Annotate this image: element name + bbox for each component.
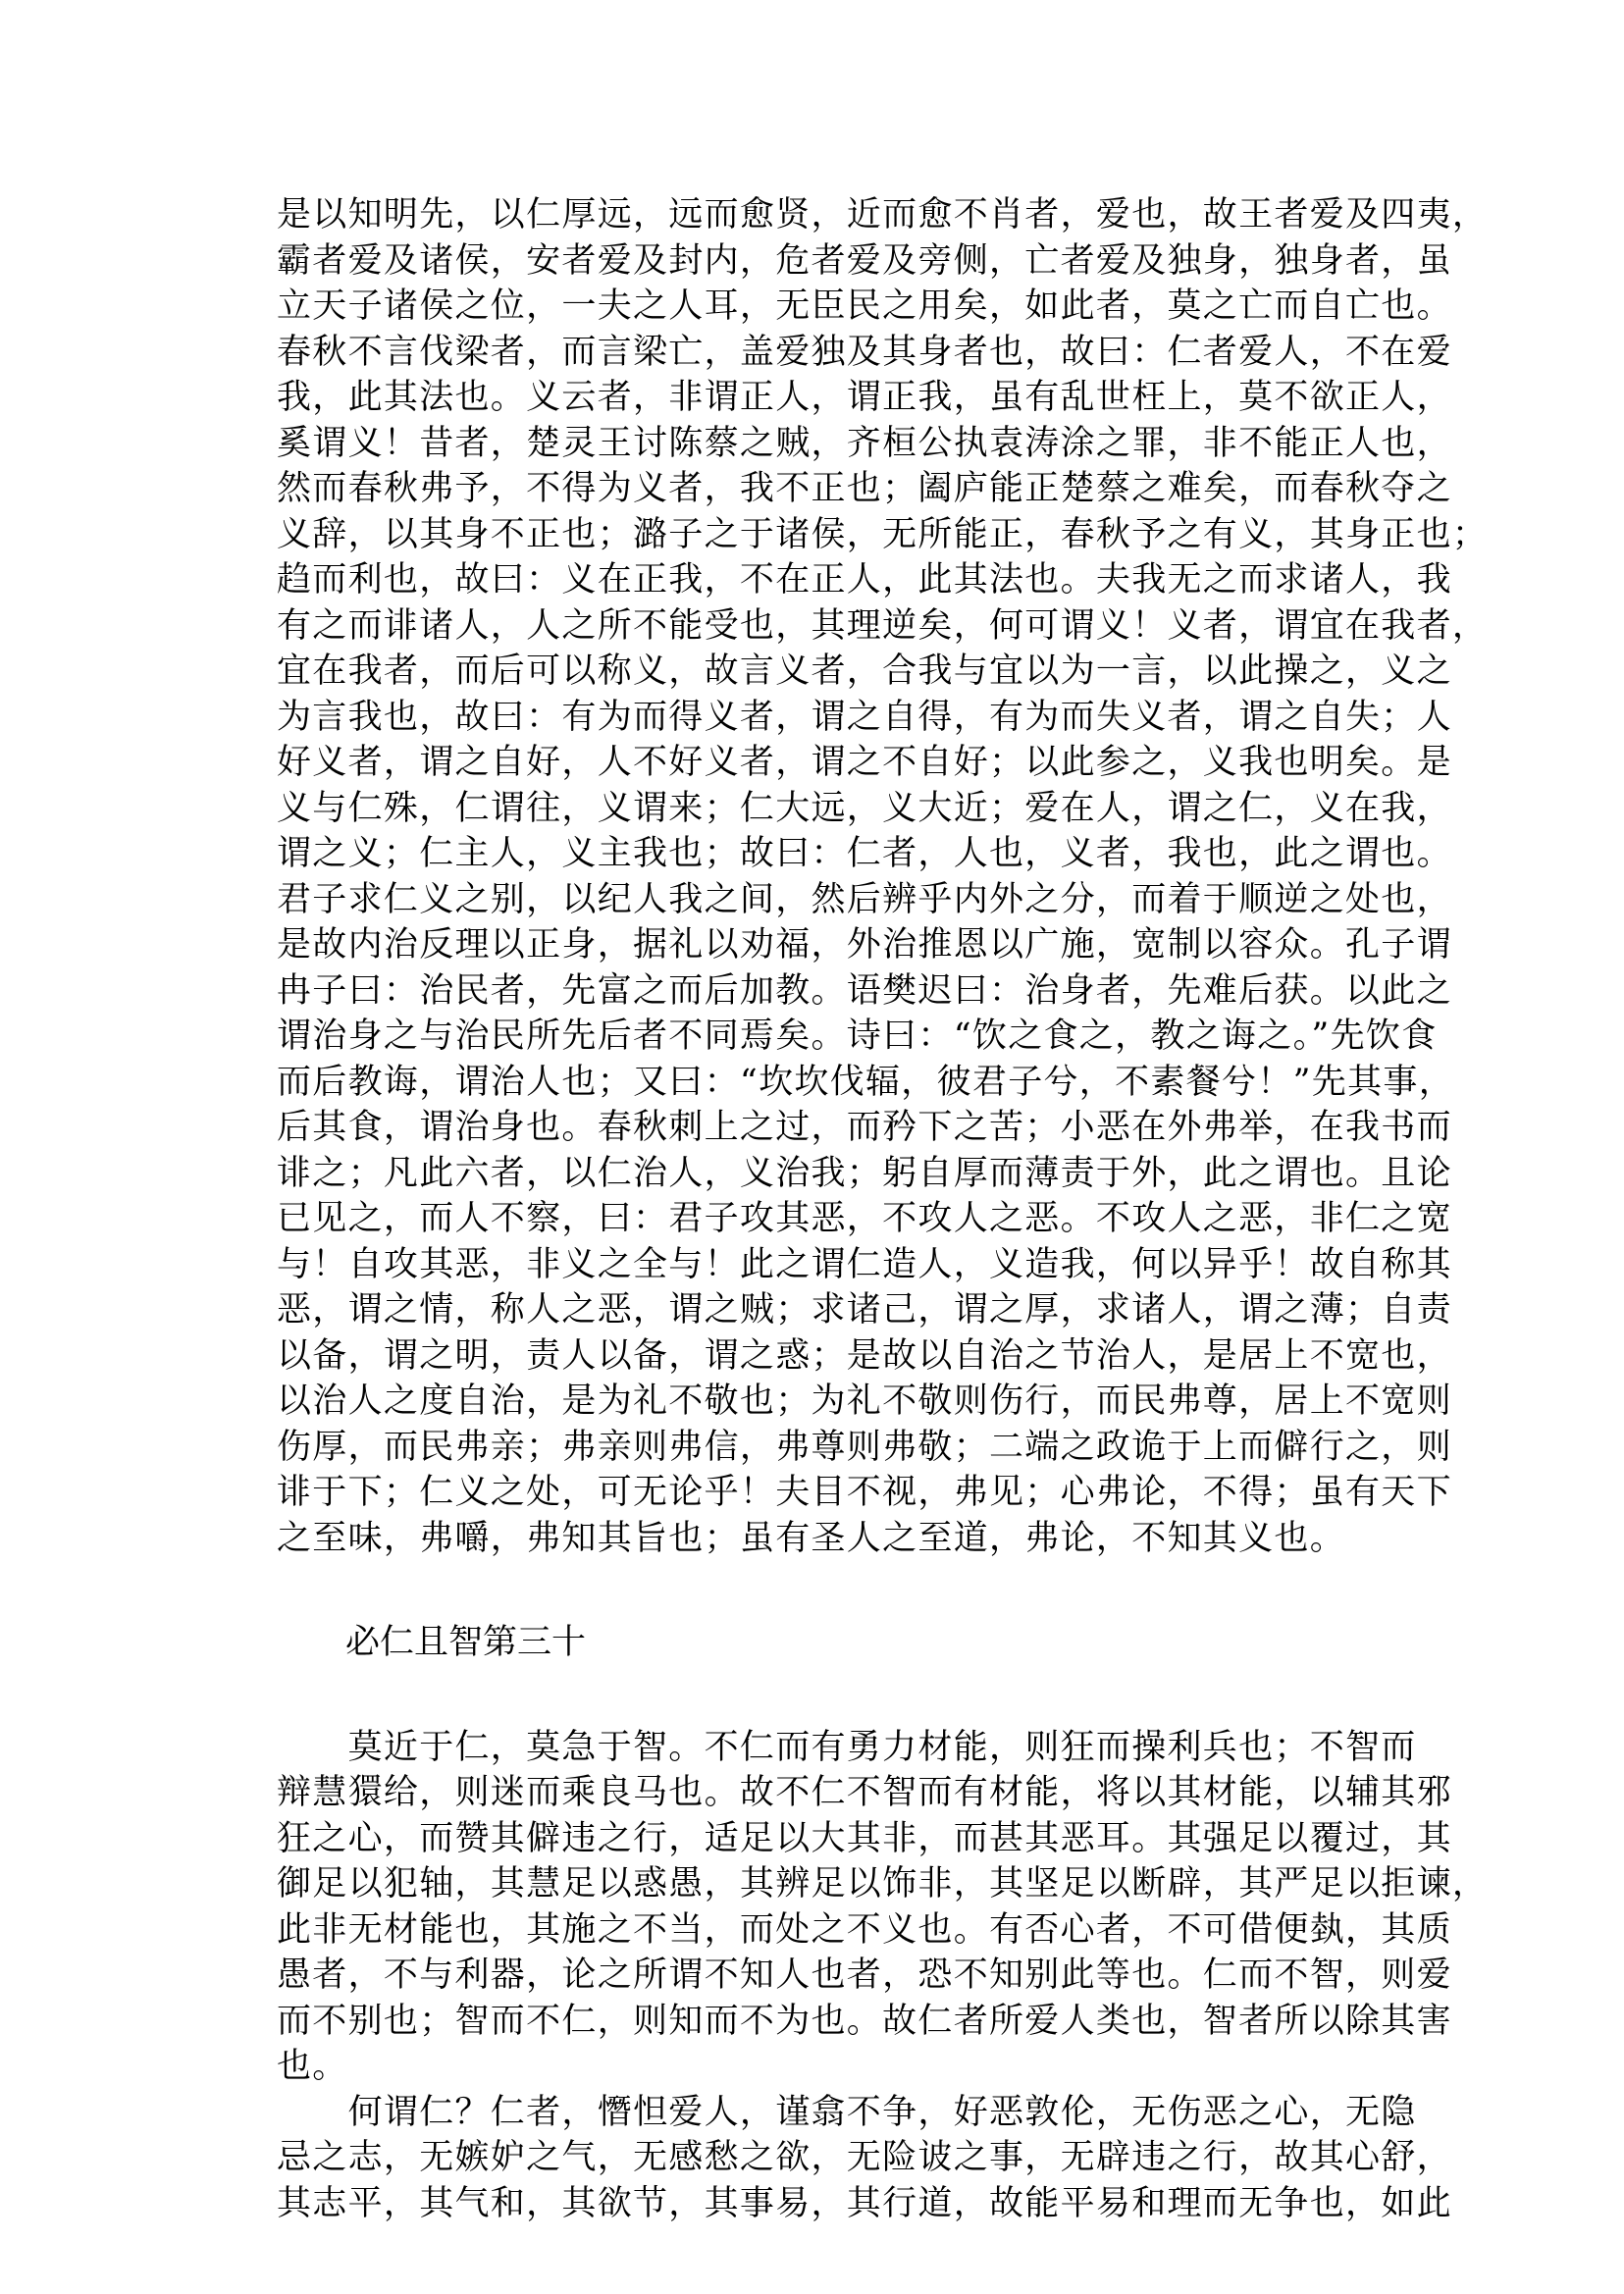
text-line: 狂之心，而赞其僻违之行，适足以大其非，而甚其恶耳。其强足以覆过，其	[277, 1818, 1452, 1858]
text-line: 已见之，而人不察，曰：君子攻其恶，不攻人之恶。不攻人之恶，非仁之宽	[277, 1199, 1452, 1238]
text-line: 是故内治反理以正身，据礼以劝福，外治推恩以广施，宽制以容众。孔子谓	[277, 925, 1452, 965]
section-spacer	[277, 1561, 1348, 1620]
text-line: 伤厚，而民弗亲；弗亲则弗信，弗尊则弗敬；二端之政诡于上而僻行之，则	[277, 1427, 1452, 1467]
text-line: 莫近于仁，莫急于智。不仁而有勇力材能，则狂而操利兵也；不智而	[277, 1727, 1417, 1767]
section-spacer	[277, 1666, 1348, 1725]
text-line: 奚谓义！昔者，楚灵王讨陈蔡之贼，齐桓公执袁涛涂之罪，非不能正人也，	[277, 423, 1452, 463]
text-line: 忌之志，无嫉妒之气，无感愁之欲，无险诐之事，无辟违之行，故其心舒，	[277, 2138, 1452, 2177]
text-line: 此非无材能也，其施之不当，而处之不义也。有否心者，不可借便埶，其质	[277, 1909, 1452, 1950]
text-line: 诽于下；仁义之处，可无论乎！夫目不视，弗见；心弗论，不得；虽有天下	[277, 1473, 1452, 1512]
text-line: 趋而利也，故曰：义在正我，不在正人，此其法也。夫我无之而求诸人，我	[277, 560, 1452, 600]
text-line: 以备，谓之明，责人以备，谓之惑；是故以自治之节治人，是居上不宽也，	[277, 1335, 1452, 1376]
text-line: 为言我也，故曰：有为而得义者，谓之自得，有为而失义者，谓之自失；人	[277, 697, 1452, 737]
paragraph-1	[277, 192, 1489, 1561]
text-line: 霸者爱及诸侯，安者爱及封内，危者爱及旁侧，亡者爱及独身，独身者，虽	[277, 240, 1452, 281]
text-line: 谓之义；仁主人，义主我也；故曰：仁者，人也，义者，我也，此之谓也。	[277, 834, 1452, 873]
text-line: 春秋不言伐梁者，而言梁亡，盖爱独及其身者也，故曰：仁者爱人，不在爱	[277, 332, 1452, 372]
text-line: 是以知明先，以仁厚远，远而愈贤，近而愈不肖者，爱也，故王者爱及四夷，	[277, 195, 1489, 235]
text-line: 义辞，以其身不正也；潞子之于诸侯，无所能正，春秋予之有义，其身正也；	[277, 514, 1489, 554]
text-line: 也。	[277, 2047, 348, 2086]
text-line: 宜在我者，而后可以称义，故言义者，合我与宜以为一言，以此操之，义之	[277, 652, 1452, 691]
text-line: 之至味，弗嚼，弗知其旨也；虽有圣人之至道，弗论，不知其义也。	[277, 1518, 1346, 1558]
text-line: 有之而诽诸人，人之所不能受也，其理逆矣，何可谓义！义者，谓宜在我者，	[277, 605, 1489, 646]
document-page	[277, 192, 1489, 2226]
chapter-heading: 必仁且智第三十	[345, 1623, 587, 1662]
text-line: 我，此其法也。义云者，非谓正人，谓正我，虽有乱世枉上，莫不欲正人，	[277, 378, 1452, 417]
paragraph-3	[277, 2090, 1452, 2227]
text-line: 而不别也；智而不仁，则知而不为也。故仁者所爱人类也，智者所以除其害	[277, 2001, 1452, 2041]
text-line: 愚者，不与利器，论之所谓不知人也者，恐不知别此等也。仁而不智，则爱	[277, 1955, 1452, 1995]
text-line: 以治人之度自治，是为礼不敬也；为礼不敬则伤行，而民弗尊，居上不宽则	[277, 1382, 1452, 1421]
text-line: 而后教诲，谓治人也；又曰：“坎坎伐辐，彼君子兮，不素餐兮！”先其事，	[277, 1062, 1454, 1102]
text-line: 然而春秋弗予，不得为义者，我不正也；阖庐能正楚蔡之难矣，而春秋夺之	[277, 469, 1452, 508]
text-line: 义与仁殊，仁谓往，义谓来；仁大远，义大近；爱在人，谓之仁，义在我，	[277, 788, 1452, 828]
text-line: 诽之；凡此六者，以仁治人，义治我；躬自厚而薄责于外，此之谓也。且论	[277, 1153, 1452, 1193]
text-line: 好义者，谓之自好，人不好义者，谓之不自好；以此参之，义我也明矣。是	[277, 743, 1452, 782]
text-line: 何谓仁？仁者，憯怛爱人，谨翕不争，好恶敦伦，无伤恶之心，无隐	[277, 2092, 1417, 2132]
text-line: 辩慧獧给，则迷而乘良马也。故不仁不智而有材能，将以其材能，以辅其邪	[277, 1773, 1452, 1812]
text-line: 冉子曰：治民者，先富之而后加教。语樊迟曰：治身者，先难后获。以此之	[277, 970, 1452, 1011]
paragraph-2	[277, 1725, 1489, 2090]
text-line: 谓治身之与治民所先后者不同焉矣。诗曰：“饮之食之，教之诲之。”先饮食	[277, 1017, 1438, 1056]
text-line: 君子求仁义之别，以纪人我之间，然后辨乎内外之分，而着于顺逆之处也，	[277, 879, 1452, 919]
text-line: 立天子诸侯之位，一夫之人耳，无臣民之用矣，如此者，莫之亡而自亡也。	[277, 287, 1452, 326]
text-line: 与！自攻其恶，非义之全与！此之谓仁造人，义造我，何以异乎！故自称其	[277, 1244, 1452, 1284]
text-line: 御足以犯轴，其慧足以惑愚，其辨足以饰非，其坚足以断辟，其严足以拒谏，	[277, 1864, 1489, 1903]
text-line: 恶，谓之情，称人之恶，谓之贼；求诸己，谓之厚，求诸人，谓之薄；自责	[277, 1290, 1452, 1329]
text-line: 其志平，其气和，其欲节，其事易，其行道，故能平易和理而无争也，如此	[277, 2183, 1452, 2223]
text-line: 后其食，谓治身也。春秋刺上之过，而矜下之苦；小恶在外弗举，在我书而	[277, 1108, 1452, 1147]
